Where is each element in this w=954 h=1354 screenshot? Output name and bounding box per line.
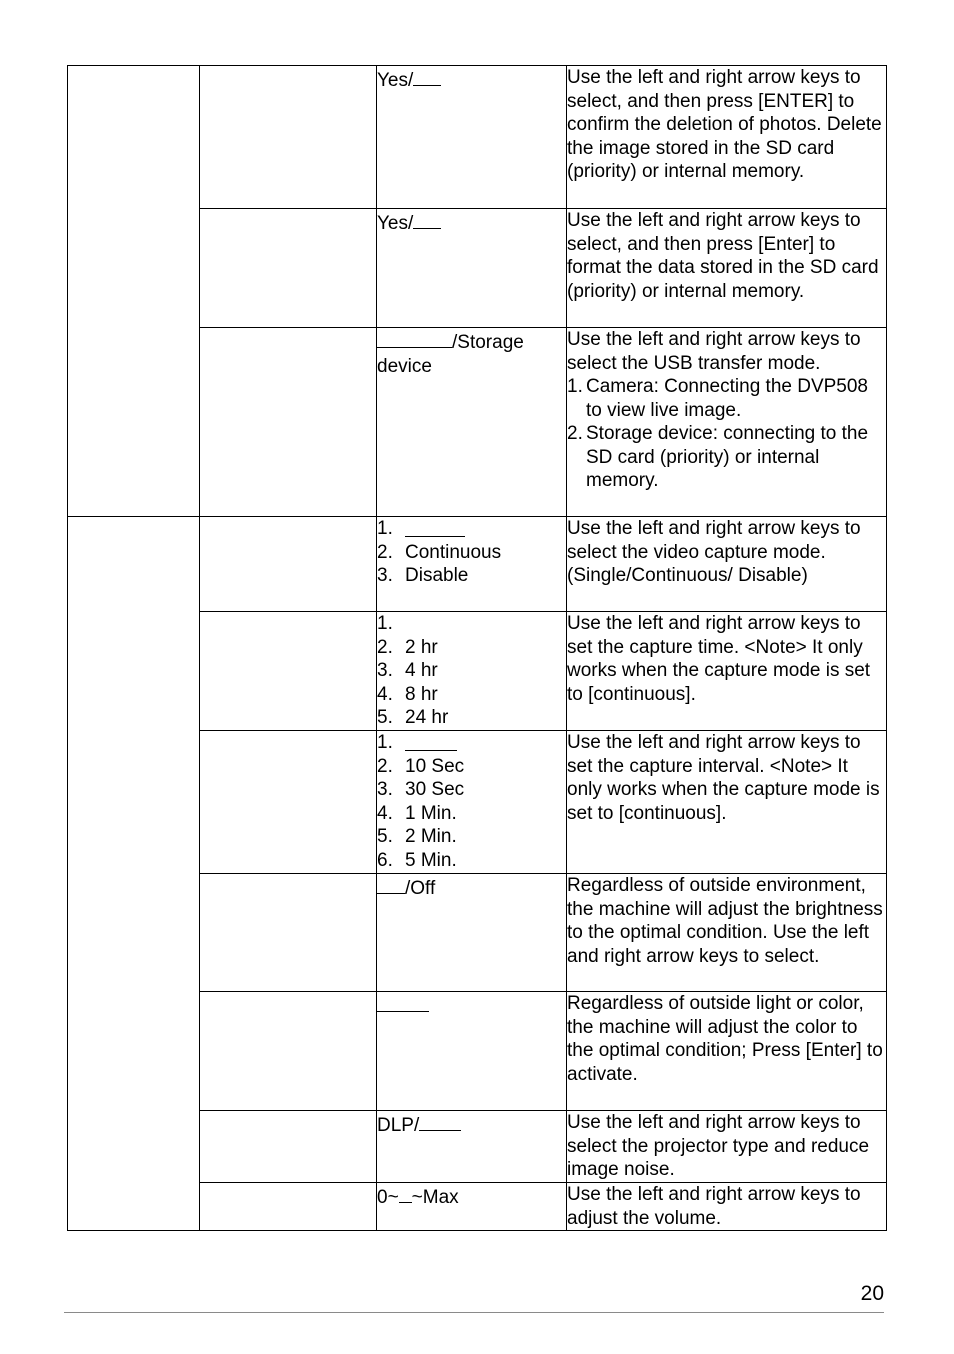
list-text: 4 hr (405, 660, 438, 681)
list-text: Disable (405, 565, 469, 586)
list-number: 6. (377, 849, 393, 871)
group-cell (68, 66, 200, 517)
list-number: 3. (377, 660, 393, 681)
list-item (377, 731, 566, 755)
description-cell: Use the left and right arrow keys to select, and then press [ENTER] to confirm the deletion of photos. Delete the image stored in the SD card (priority) or internal memory. (567, 66, 887, 209)
option-cell (377, 1111, 567, 1183)
setting-name-cell (200, 992, 377, 1111)
description-cell: Use the left and right arrow keys to set the capture interval. <Note> It only works when the capture mode is set to [continuous]. (567, 731, 887, 874)
list-item (377, 564, 566, 588)
list-item (377, 706, 566, 730)
list-number: 5. (377, 826, 393, 847)
setting-name-cell (200, 1183, 377, 1231)
list-number: 4. (377, 802, 393, 824)
settings-table (67, 65, 887, 1231)
list-text: Continuous (405, 541, 502, 563)
description-cell: Use the left and right arrow keys to select, and then press [Enter] to format the data stored in the SD card (priority) or internal memory. (567, 209, 887, 328)
list-number: 3. (377, 779, 393, 800)
blank-line (419, 1111, 461, 1131)
list-text: 2 Min. (405, 826, 457, 847)
option-cell (377, 612, 567, 731)
description-cell: Use the left and right arrow keys to adjust the volume. (567, 1183, 887, 1231)
blank-line (413, 66, 441, 86)
list-text: 5 Min. (405, 849, 457, 871)
option-list (377, 612, 566, 730)
description-cell: Use the left and right arrow keys to select the video capture mode. (Single/Continuous/ Disable) (567, 517, 887, 612)
option-text: /Storage device (377, 332, 524, 377)
option-text: Yes/ (377, 70, 414, 91)
description-cell: Regardless of outside light or color, the machine will adjust the color to the optimal condition; Press [Enter] to activate. (567, 992, 887, 1111)
list-item (377, 802, 566, 826)
list-item (377, 612, 566, 636)
setting-name-cell (200, 874, 377, 992)
blank-line (405, 517, 465, 537)
blank-line (377, 328, 452, 348)
table-row (68, 66, 887, 209)
description-cell: Use the left and right arrow keys to set the capture time. <Note> It only works when the capture mode is set to [continuous]. (567, 612, 887, 731)
option-text: DLP/ (377, 1115, 420, 1136)
list-item (377, 849, 566, 873)
option-text: ~Max (411, 1187, 459, 1208)
page-number: 20 (860, 1282, 884, 1305)
list-item (377, 517, 566, 541)
list-item (377, 541, 566, 565)
list-text: 24 hr (405, 707, 449, 728)
list-text: 2 hr (405, 636, 438, 658)
list-number: 2. (377, 636, 393, 658)
option-cell (377, 66, 567, 209)
list-number: 2. (377, 755, 393, 777)
description-cell: Regardless of outside environment, the machine will adjust the brightness to the optimal condition. Use the left and right arrow keys to select. (567, 874, 887, 992)
list-number: 1. (567, 376, 583, 397)
description-list (567, 375, 886, 493)
setting-name-cell (200, 1111, 377, 1183)
option-text: /Off (405, 878, 436, 899)
list-item (567, 422, 886, 493)
list-text: Camera: Connecting the DVP508 to view live image. (586, 376, 868, 421)
option-cell (377, 328, 567, 517)
list-text: 30 Sec (405, 779, 465, 800)
list-item (377, 755, 566, 779)
list-item (377, 659, 566, 683)
description-cell: Use the left and right arrow keys to select the projector type and reduce image noise. (567, 1111, 887, 1183)
list-text: 8 hr (405, 683, 438, 705)
description-cell (567, 328, 887, 517)
blank-line (413, 209, 441, 229)
list-item (377, 825, 566, 849)
setting-name-cell (200, 517, 377, 612)
list-item (377, 636, 566, 660)
option-text: Yes/ (377, 213, 414, 234)
table-row (68, 517, 887, 612)
option-cell (377, 731, 567, 874)
setting-name-cell (200, 66, 377, 209)
list-item (377, 683, 566, 707)
option-cell (377, 874, 567, 992)
list-number: 2. (377, 541, 393, 563)
blank-line (399, 1183, 412, 1203)
setting-name-cell (200, 209, 377, 328)
list-text: 1 Min. (405, 802, 457, 824)
list-number: 5. (377, 707, 393, 728)
option-cell (377, 1183, 567, 1231)
blank-line (377, 874, 405, 894)
option-cell (377, 209, 567, 328)
group-cell (68, 517, 200, 1231)
setting-name-cell (200, 328, 377, 517)
blank-line (377, 992, 429, 1012)
setting-name-cell (200, 612, 377, 731)
list-item (377, 778, 566, 802)
list-text: 10 Sec (405, 755, 465, 777)
option-list (377, 731, 566, 872)
setting-name-cell (200, 731, 377, 874)
list-number: 2. (567, 423, 583, 444)
list-number: 1. (377, 518, 393, 539)
list-number: 4. (377, 683, 393, 705)
option-list (377, 517, 566, 588)
list-number: 1. (377, 613, 393, 634)
description-intro: Use the left and right arrow keys to select the USB transfer mode. (567, 329, 861, 374)
option-cell (377, 517, 567, 612)
list-text: Storage device: connecting to the SD card (priority) or internal memory. (586, 423, 869, 491)
blank-line (405, 731, 457, 751)
option-text: 0~ (377, 1187, 399, 1208)
list-number: 3. (377, 565, 393, 586)
footer-divider (64, 1312, 884, 1313)
list-item (567, 375, 886, 422)
option-cell (377, 992, 567, 1111)
list-number: 1. (377, 732, 393, 753)
